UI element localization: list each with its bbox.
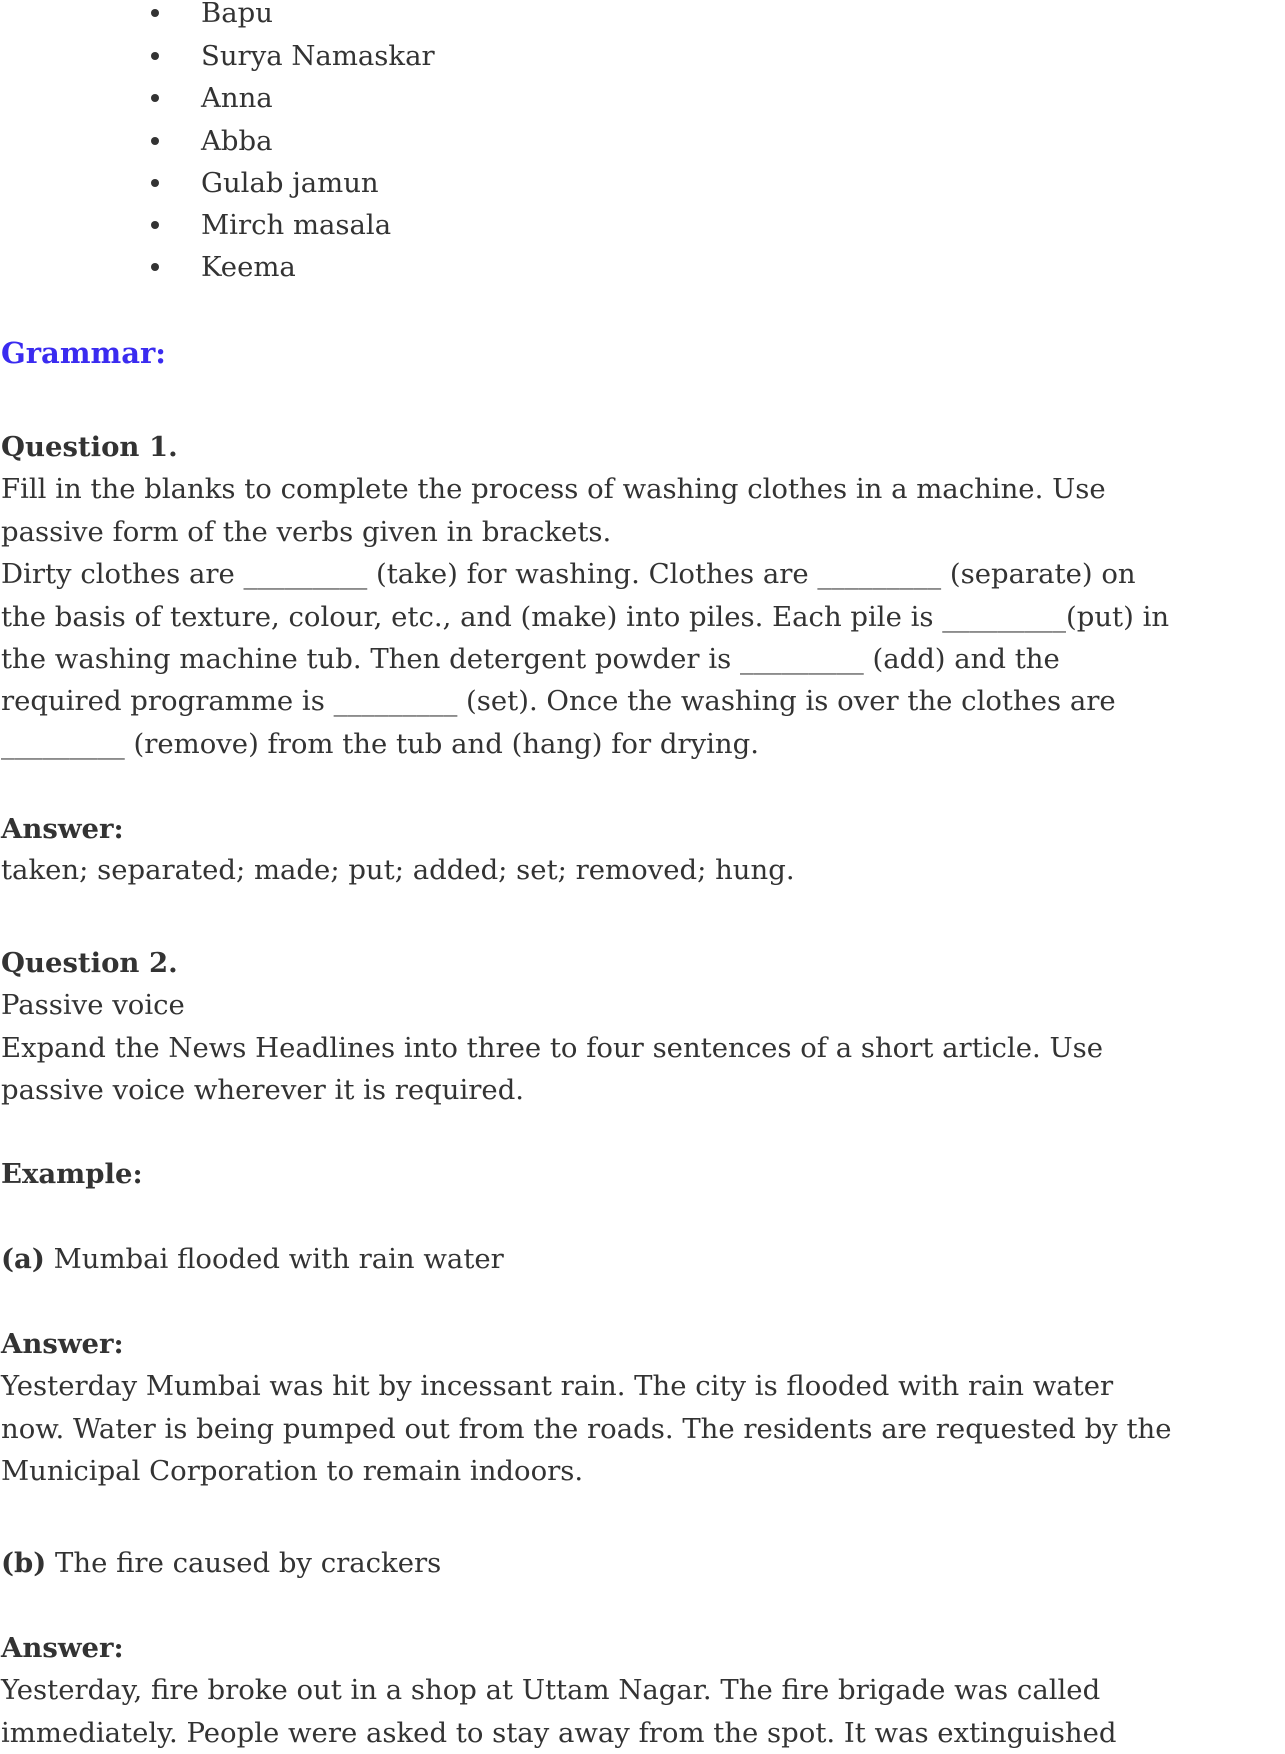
section-heading: Grammar:	[1, 336, 166, 370]
example-a	[1, 1238, 504, 1280]
list-item: Keema	[201, 251, 296, 283]
list-item: Bapu	[201, 0, 273, 29]
answer-label: Answer:	[1, 1632, 124, 1664]
question-text-line: Fill in the blanks to complete the process of washing clothes in a machine. Use	[1, 473, 1106, 505]
list-item: Surya Namaskar	[201, 40, 435, 72]
question-text-line: the washing machine tub. Then detergent powder is _________ (add) and the	[1, 643, 1060, 675]
question-text-line: passive voice wherever it is required.	[1, 1074, 525, 1106]
list-item: Gulab jamun	[201, 167, 379, 199]
example-a-label: (a)	[1, 1243, 45, 1275]
question-title: Question 2.	[1, 947, 178, 979]
question-text-line: passive form of the verbs given in brackets.	[1, 516, 612, 548]
bullet-icon	[151, 263, 159, 271]
bullet-icon	[151, 52, 159, 60]
list-item: Mirch masala	[201, 209, 392, 241]
question-text-line: Passive voice	[1, 989, 185, 1021]
question-text-line: _________ (remove) from the tub and (hang) for drying.	[1, 728, 759, 760]
question-title: Question 1.	[1, 431, 178, 463]
bullet-icon	[151, 221, 159, 229]
question-text-line: required programme is _________ (set). Once the washing is over the clothes are	[1, 685, 1116, 717]
answer-text-line: Yesterday, fire broke out in a shop at Uttam Nagar. The fire brigade was called	[1, 1674, 1101, 1706]
example-b-headline: The fire caused by crackers	[55, 1547, 442, 1579]
bullet-icon	[151, 179, 159, 187]
answer-text-line: immediately. People were asked to stay away from the spot. It was extinguished	[1, 1717, 1117, 1749]
question-text-line: Expand the News Headlines into three to four sentences of a short article. Use	[1, 1032, 1104, 1064]
answer-label: Answer:	[1, 813, 124, 845]
answer-text-line: Yesterday Mumbai was hit by incessant rain. The city is flooded with rain water	[1, 1370, 1114, 1402]
bullet-icon	[151, 137, 159, 145]
list-item: Anna	[201, 82, 273, 114]
example-label: Example:	[1, 1158, 143, 1190]
question-text-line: Dirty clothes are _________ (take) for washing. Clothes are _________ (separate) on	[1, 558, 1136, 590]
answer-text: taken; separated; made; put; added; set; removed; hung.	[1, 854, 795, 886]
list-item: Abba	[201, 125, 273, 157]
answer-label: Answer:	[1, 1328, 124, 1360]
bullet-icon	[151, 94, 159, 102]
example-b-label: (b)	[1, 1547, 47, 1579]
question-text-line: the basis of texture, colour, etc., and (make) into piles. Each pile is _________(put) in	[1, 601, 1170, 633]
example-b	[1, 1542, 441, 1584]
answer-text-line: now. Water is being pumped out from the roads. The residents are requested by the	[1, 1413, 1172, 1445]
bullet-icon	[151, 9, 159, 17]
example-a-headline: Mumbai flooded with rain water	[53, 1243, 504, 1275]
answer-text-line: Municipal Corporation to remain indoors.	[1, 1455, 584, 1487]
